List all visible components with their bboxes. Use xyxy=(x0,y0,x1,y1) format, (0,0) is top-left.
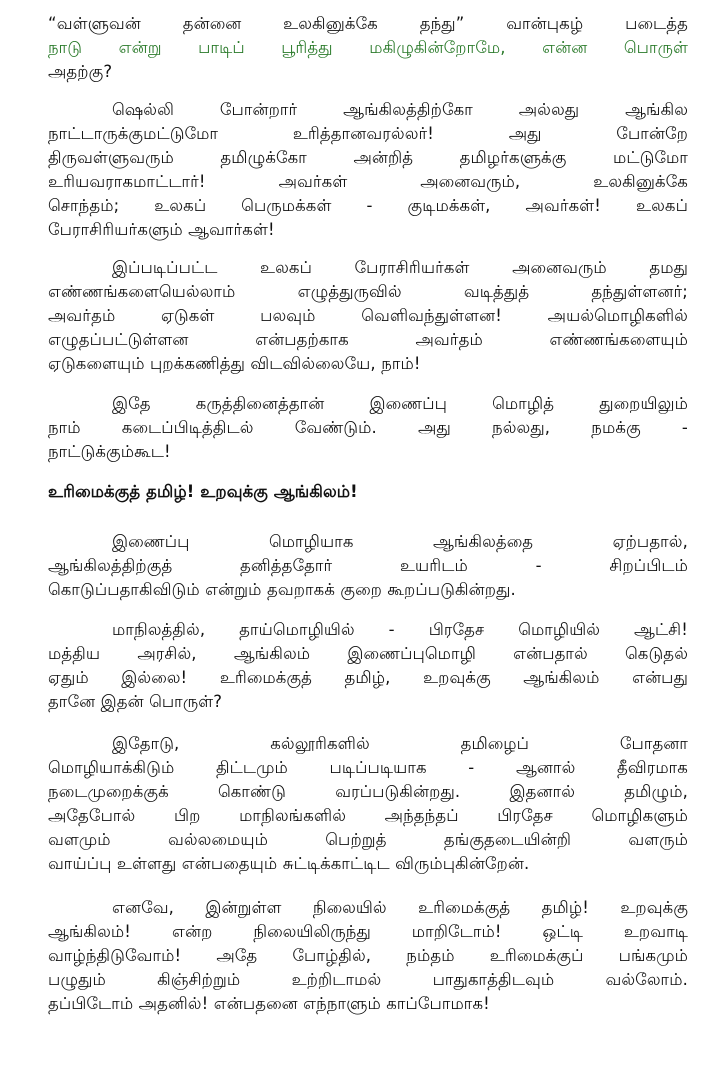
paragraph-3 xyxy=(48,256,688,376)
text-line: பேராசிரியர்களும் ஆவார்கள்! xyxy=(48,220,275,239)
text-line: அவர்தம் ஏடுகள் பலவும் வெளிவந்துள்ளன! அயல்மொழிகளில் xyxy=(48,306,688,325)
text-line: எனவே, இன்றுள்ள நிலையில் உரிமைக்குத் தமிழ்! உறவுக்கு xyxy=(112,898,688,917)
text-line: இதே கருத்தினைத்தான் இணைப்பு மொழித் துறையிலும் xyxy=(112,394,688,413)
paragraph-6 xyxy=(48,618,688,714)
text-line: தானே இதன் பொருள்? xyxy=(48,692,223,711)
text-line: ஏடுகளையும் புறக்கணித்து விடவில்லையே, நாம்! xyxy=(48,354,421,373)
text-line: வளமும் வல்லமையும் பெற்றுத் தங்குதடையின்றி வளரும் xyxy=(48,830,688,849)
text-line: மாநிலத்தில், தாய்மொழியில் - பிரதேச மொழியில் ஆட்சி! xyxy=(112,620,688,639)
paragraph-1 xyxy=(48,12,688,84)
text-line: எண்ணங்களையெல்லாம் எழுத்துருவில் வடித்துத் தந்துள்ளனர்; xyxy=(48,282,688,301)
heading-text: உரிமைக்குத் தமிழ்! உறவுக்கு ஆங்கிலம்! xyxy=(48,482,358,501)
text-line: இணைப்பு மொழியாக ஆங்கிலத்தை ஏற்பதால், xyxy=(112,532,688,551)
paragraph-8 xyxy=(48,896,688,1016)
text-line: நாம் கடைப்பிடித்திடல் வேண்டும். அது நல்லது, நமக்கு - xyxy=(48,418,688,437)
paragraph-7 xyxy=(48,732,688,876)
text-line: திருவள்ளுவரும் தமிழுக்கோ அன்றித் தமிழர்களுக்கு மட்டுமோ xyxy=(48,148,688,167)
text-line: கொடுப்பதாகிவிடும் என்றும் தவறாகக் குறை கூறப்படுகின்றது. xyxy=(48,580,516,599)
text-line: நடைமுறைக்குக் கொண்டு வரப்படுகின்றது. இதனால் தமிழும், xyxy=(48,782,688,801)
text-line: ஷெல்லி போன்றார் ஆங்கிலத்திற்கோ அல்லது ஆங்கில xyxy=(112,100,688,119)
text-line: அதற்கு? xyxy=(48,62,113,81)
text-line: நாட்டுக்கும்கூட! xyxy=(48,442,171,461)
text-line: இப்படிப்பட்ட உலகப் பேராசிரியர்கள் அனைவரும் தமது xyxy=(112,258,688,277)
text-line: அதேபோல் பிற மாநிலங்களில் அந்தந்தப் பிரதேச மொழிகளும் xyxy=(48,806,688,825)
text-line: எழுதப்பட்டுள்ளன என்பதற்காக அவர்தம் எண்ணங்களையும் xyxy=(48,330,688,349)
text-line: பழுதும் கிஞ்சிற்றும் உற்றிடாமல் பாதுகாத்திடவும் வல்லோம். xyxy=(48,970,688,989)
text-line: வாய்ப்பு உள்ளது என்பதையும் சுட்டிக்காட்டிட விரும்புகின்றேன். xyxy=(48,854,530,873)
text-line: ஆங்கிலம்! என்ற நிலையிலிருந்து மாறிடோம்! ஒட்டி உறவாடி xyxy=(48,922,688,941)
text-line: “வள்ளுவன் தன்னை உலகினுக்கே தந்து” வான்புகழ் படைத்த xyxy=(48,14,688,33)
text-line: மத்திய அரசில், ஆங்கிலம் இணைப்புமொழி என்பதால் கெடுதல் xyxy=(48,644,688,663)
text-line: இதோடு, கல்லூரிகளில் தமிழைப் போதனா xyxy=(112,734,688,753)
text-line: தப்பிடோம் அதனில்! என்பதனை எந்நாளும் காப்போமாக! xyxy=(48,994,490,1013)
text-line: ஆங்கிலத்திற்குத் தனித்ததோர் உயரிடம் - சிறப்பிடம் xyxy=(48,556,688,575)
paragraph-4 xyxy=(48,392,688,464)
paragraph-2 xyxy=(48,98,688,242)
paragraph-5 xyxy=(48,530,688,602)
section-heading xyxy=(48,480,688,504)
text-line: வாழ்ந்திடுவோம்! அதே போழ்தில், நம்தம் உரிமைக்குப் பங்கமும் xyxy=(48,946,688,965)
text-line: மொழியாக்கிடும் திட்டமும் படிப்படியாக - ஆனால் தீவிரமாக xyxy=(48,758,688,777)
text-line: நாட்டாருக்குமட்டுமோ உரித்தானவரல்லர்! அது போன்றே xyxy=(48,124,688,143)
text-line: ஏதும் இல்லை! உரிமைக்குத் தமிழ், உறவுக்கு ஆங்கிலம் என்பது xyxy=(48,668,688,687)
text-line: நாடு என்று பாடிப் பூரித்து மகிழுகின்றோமே, என்ன பொருள் xyxy=(48,38,688,57)
text-line: உரியவராகமாட்டார்! அவர்கள் அனைவரும், உலகினுக்கே xyxy=(48,172,688,191)
text-line: சொந்தம்; உலகப் பெருமக்கள் - குடிமக்கள், அவர்கள்! உலகப் xyxy=(48,196,688,215)
